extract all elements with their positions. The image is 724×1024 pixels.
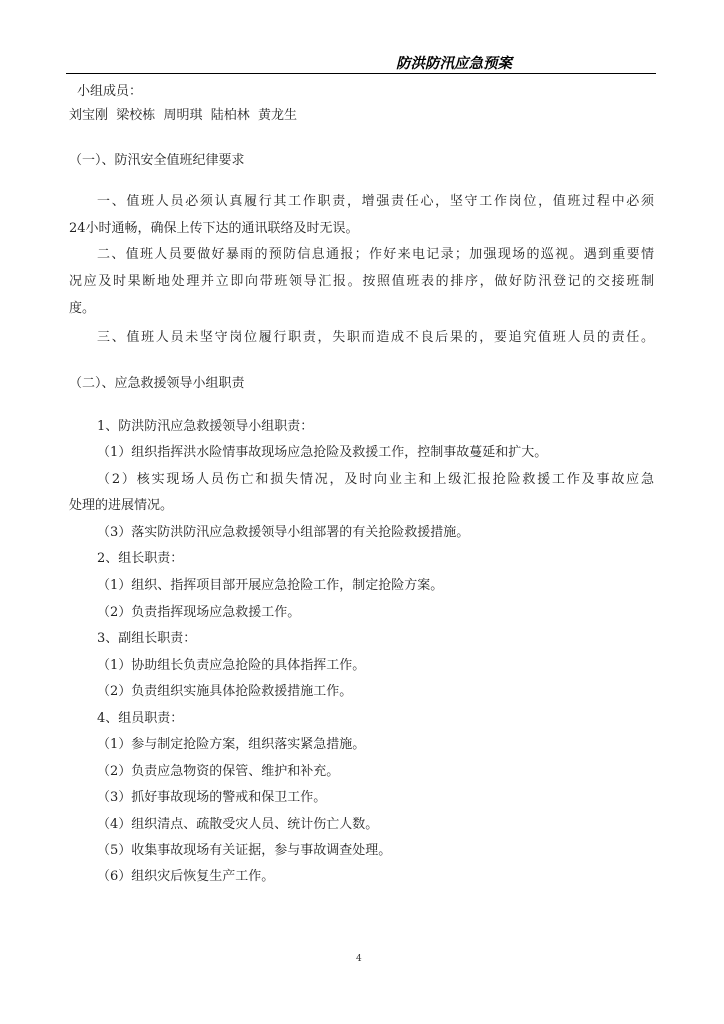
section2-heading: （二）、应急救援领导小组职责 [69, 376, 245, 391]
item-3-2: （2）负责组织实施具体抢险救援措施工作。 [97, 684, 353, 699]
item-1-2-line1: （2）核实现场人员伤亡和损失情况，及时向业主和上级汇报抢险救援工作及事故应急 [97, 472, 654, 487]
item-1: 1、防洪防汛应急救援领导小组职责： [97, 419, 314, 434]
page-number: 4 [356, 954, 362, 964]
item-4-2: （2）负责应急物资的保管、维护和补充。 [97, 764, 340, 779]
item-4-3: （3）抓好事故现场的警戒和保卫工作。 [97, 790, 327, 805]
section1-p2-line3: 度。 [69, 301, 96, 316]
item-4-5: （5）收集事故现场有关证据，参与事故调查处理。 [97, 843, 392, 858]
item-2: 2、组长职责： [97, 551, 184, 566]
section1-p2-line1: 二、值班人员要做好暴雨的预防信息通报；作好来电记录；加强现场的巡视。遇到重要情 [97, 247, 654, 262]
item-1-2-line2: 处理的进展情况。 [69, 498, 174, 513]
item-2-1: （1）组织、指挥项目部开展应急抢险工作，制定抢险方案。 [97, 578, 444, 593]
item-4-4: （4）组织清点、疏散受灾人员、统计伤亡人数。 [97, 817, 379, 832]
item-3: 3、副组长职责： [97, 631, 197, 646]
header-title: 防洪防汛应急预案 [396, 56, 512, 72]
item-3-1: （1）协助组长负责应急抢险的具体指挥工作。 [97, 658, 366, 673]
item-4: 4、组员职责： [97, 711, 184, 726]
members-names: 刘宝刚 梁校栋 周明琪 陆柏林 黄龙生 [69, 108, 298, 123]
item-4-6: （6）组织灾后恢复生产工作。 [97, 869, 275, 884]
header-rule [66, 73, 656, 74]
section1-p3-line1: 三、值班人员未坚守岗位履行职责，失职而造成不良后果的，要追究值班人员的责任。 [97, 330, 654, 345]
item-4-1: （1）参与制定抢险方案，组织落实紧急措施。 [97, 737, 366, 752]
item-1-3: （3）落实防洪防汛应急救援领导小组部署的有关抢险救援措施。 [97, 525, 470, 540]
section1-p1-line2: 24小时通畅，确保上传下达的通讯联络及时无误。 [69, 221, 359, 236]
section1-heading: （一）、防汛安全值班纪律要求 [69, 153, 245, 168]
section1-p2-line2: 况应及时果断地处理并立即向带班领导汇报。按照值班表的排序，做好防汛登记的交接班制 [69, 274, 654, 289]
section1-p1-line1: 一、值班人员必须认真履行其工作职责，增强责任心，坚守工作岗位，值班过程中必须 [97, 194, 654, 209]
item-2-2: （2）负责指挥现场应急救援工作。 [97, 605, 301, 620]
members-label: 小组成员： [77, 84, 143, 99]
item-1-1: （1）组织指挥洪水险情事故现场应急抢险及救援工作，控制事故蔓延和扩大。 [97, 445, 548, 460]
